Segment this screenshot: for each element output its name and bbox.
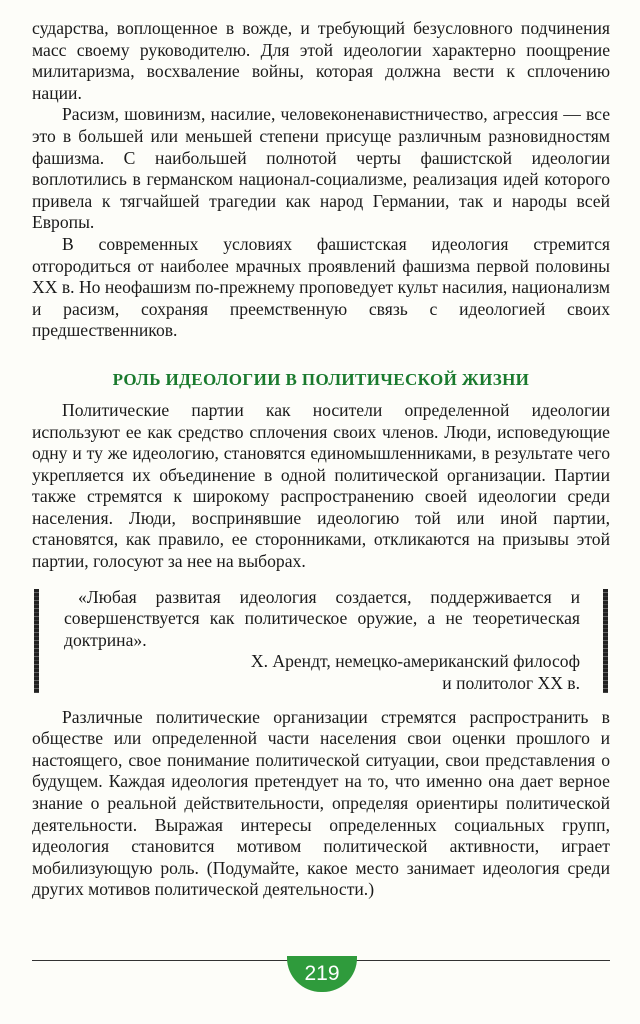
quote-author-line-1: Х. Арендт, немецко-американский философ [250,651,580,672]
quote-left-bar [34,589,39,693]
quote-author-line-2: и политолог XX в. [442,673,580,694]
page-number: 219 [287,956,357,992]
paragraph-political-parties: Политические партии как носители определенной идеологии используют ее как средство сплочения своих членов. Люди, исповедующие одну и ту же идеологию, становятся единомышленниками, в результате чего укрепляется их объединение в одной политической организации. Партии также стремятся к широкому распространению своей идеологии среди населения. Люди, воспринявшие идеологию той или иной партии, становятся, как правило, ее сторонниками, откликаются на призывы этой партии, голосуют за нее на выборах. [32,399,610,572]
section-heading: РОЛЬ ИДЕОЛОГИИ В ПОЛИТИЧЕСКОЙ ЖИЗНИ [112,369,530,389]
paragraph-neofascism: В современных условиях фашистская идеология стремится отгородиться от наиболее мрачных проявлений фашизма первой половины XX в. Но неофашизм по-прежнему проповедует культ насилия, национализм и расизм, сохраняя преемственную связь с идеологией своих предшественников. [32,233,610,341]
quote-right-bar [603,589,608,693]
quote-block [32,587,610,695]
quote-text: «Любая развитая идеология создается, поддерживается и совершенствуется как политическое оружие, а не теоретическая доктрина». [64,586,580,650]
paragraph-fascism-traits: Расизм, шовинизм, насилие, человеконенавистничество, агрессия — все это в большей или меньшей степени присуще различным разновидностям фашизма. С наибольшей полнотой черты фашистской идеологии воплотились в германском национал-социализме, реализация идей которого привела к тягчайшей трагедии как народ Германии, так и народы всей Европы. [32,104,610,233]
paragraph-continuation: сударства, воплощенное в вожде, и требующий безусловного подчинения масс своему руководителю. Для этой идеологии характерно поощрение милитаризма, восхваление войны, которая должна вести к сплочению нации. [32,18,610,103]
paragraph-ideology-role: Различные политические организации стремятся распространить в обществе или определенной части населения свои оценки прошлого и настоящего, свое понимание политической ситуации, свои представления о будущем. Каждая идеология претендует на то, что именно она дает верное знание о реальной действительности, определяя ориентиры политической деятельности. Выражая интересы определенных социальных групп, идеология становится мотивом политической активности, играет мобилизующую роль. (Подумайте, какое место занимает идеология среди других мотивов политической деятельности.) [32,706,610,900]
